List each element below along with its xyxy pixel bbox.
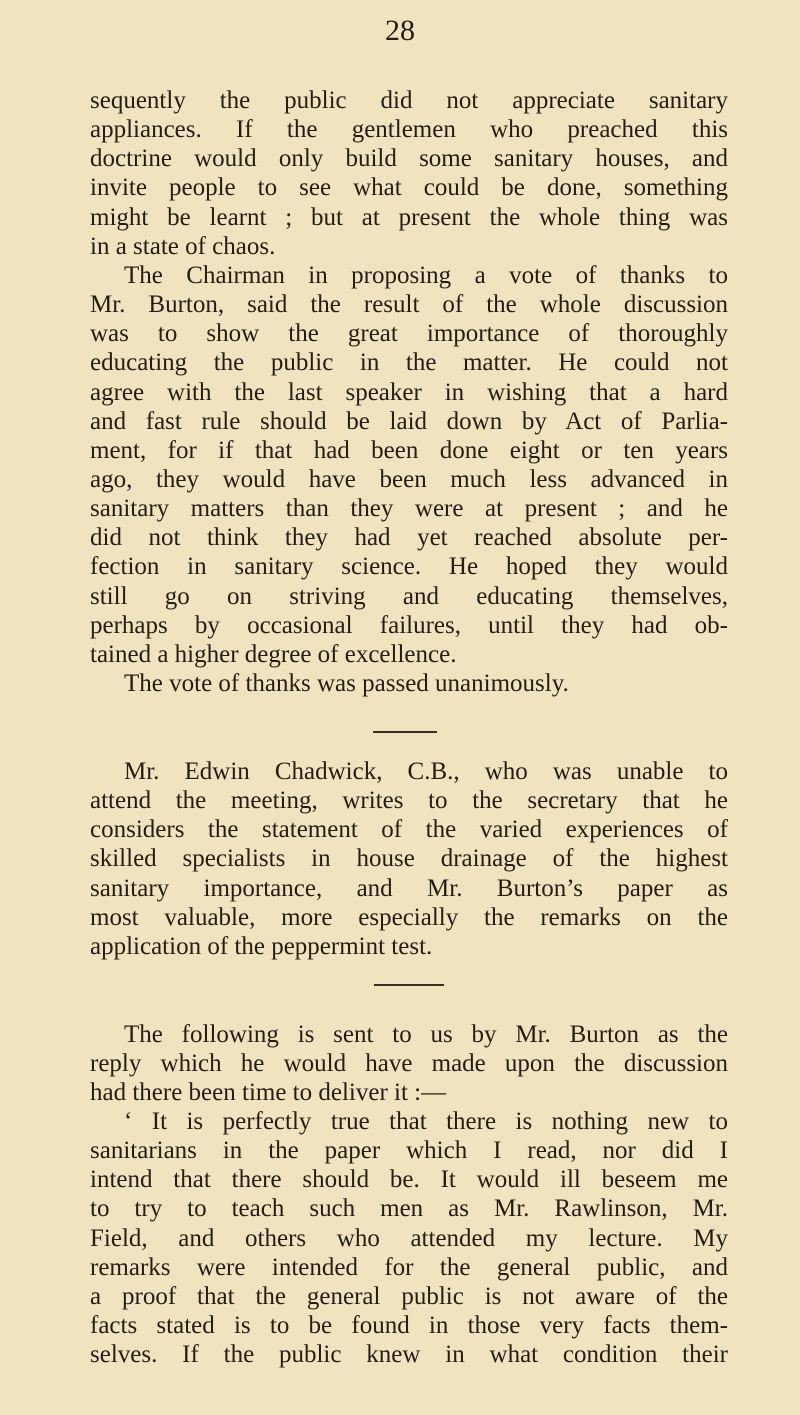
paragraph-chairman <box>90 261 728 669</box>
text-line: The vote of thanks was passed unanimously. <box>124 670 569 697</box>
section-divider <box>374 984 444 986</box>
text-line: doctrine would only build some sanitary houses, and <box>90 145 728 173</box>
text-line: appliances. If the gentlemen who preached this <box>90 116 728 144</box>
text-line: The following is sent to us by Mr. Burton as the <box>124 1021 728 1048</box>
text-line: ment, for if that had been done eight or ten years <box>90 436 728 464</box>
text-line: intend that there should be. It would ill beseem me <box>90 1166 728 1194</box>
text-line: fection in sanitary science. He hoped they would <box>90 553 728 581</box>
text-line: Mr. Edwin Chadwick, C.B., who was unable to <box>124 758 728 785</box>
text-line: sanitary matters than they were at present ; and he <box>90 495 728 523</box>
text-line: and fast rule should be laid down by Act of Parlia- <box>90 407 728 435</box>
text-line: attend the meeting, writes to the secretary that he <box>90 787 728 815</box>
text-line: did not think they had yet reached absolute per- <box>90 524 728 552</box>
paragraph-chadwick <box>90 757 728 961</box>
text-line: agree with the last speaker in wishing that a hard <box>90 378 728 406</box>
text-line: reply which he would have made upon the discussion <box>90 1050 728 1078</box>
text-line: selves. If the public knew in what condition their <box>90 1341 728 1369</box>
text-line: tained a higher degree of excellence. <box>90 640 457 668</box>
text-line: to try to teach such men as Mr. Rawlinson, Mr. <box>90 1195 728 1223</box>
text-line: had there been time to deliver it :— <box>90 1079 447 1107</box>
text-line: Field, and others who attended my lecture. My <box>90 1224 728 1252</box>
paragraph-burton-reply <box>90 1107 728 1369</box>
text-line: skilled specialists in house drainage of the highest <box>90 845 728 873</box>
text-line: sequently the public did not appreciate sanitary <box>90 87 728 114</box>
text-line: might be learnt ; but at present the whole thing was <box>90 203 728 231</box>
text-line: invite people to see what could be done, something <box>90 174 728 202</box>
page-number: 28 <box>385 14 415 47</box>
text-line: facts stated is to be found in those very facts them- <box>90 1311 728 1339</box>
text-line: Mr. Burton, said the result of the whole discussion <box>90 291 728 319</box>
paragraph-vote <box>90 669 728 698</box>
paragraph-continuation <box>90 86 728 261</box>
text-line: ‘ It is perfectly true that there is nothing new to <box>124 1108 728 1135</box>
text-line: was to show the great importance of thoroughly <box>90 320 728 348</box>
section-divider <box>373 731 437 733</box>
text-line: still go on striving and educating themselves, <box>90 582 728 610</box>
text-line: sanitary importance, and Mr. Burton’s paper as <box>90 874 728 902</box>
text-line: educating the public in the matter. He could not <box>90 349 728 377</box>
text-line: The Chairman in proposing a vote of thanks to <box>124 262 728 289</box>
text-line: in a state of chaos. <box>90 232 276 260</box>
paragraph-burton-intro <box>90 1020 728 1107</box>
text-line: most valuable, more especially the remarks on the <box>90 903 728 931</box>
text-line: perhaps by occasional failures, until they had ob- <box>90 611 728 639</box>
text-line: remarks were intended for the general public, and <box>90 1253 728 1281</box>
text-line: a proof that the general public is not aware of the <box>90 1282 728 1310</box>
text-line: application of the peppermint test. <box>90 932 433 960</box>
text-line: sanitarians in the paper which I read, nor did I <box>90 1137 728 1165</box>
text-line: considers the statement of the varied experiences of <box>90 816 728 844</box>
text-line: ago, they would have been much less advanced in <box>90 465 728 493</box>
